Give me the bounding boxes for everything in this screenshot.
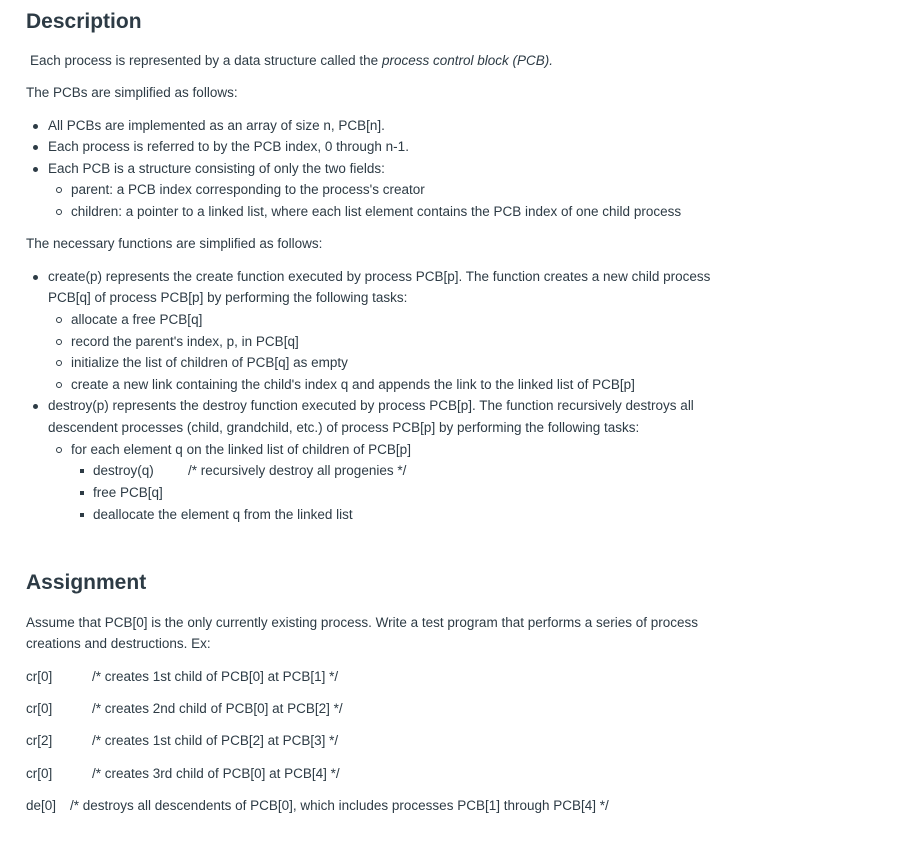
destroy-task: for each element q on the linked list of children of PCB[p] [71, 442, 411, 457]
create-task: record the parent's index, p, in PCB[q] [71, 334, 299, 349]
assignment-paragraph-line2: creations and destructions. Ex: [26, 636, 211, 651]
intro-italic: process control block (PCB). [381, 53, 554, 68]
bullet-icon [33, 124, 38, 129]
example-command-destroy: de[0] [26, 798, 57, 813]
example-command: cr[0] [26, 701, 53, 716]
pcb-item: All PCBs are implemented as an array of size n, PCB[n]. [48, 118, 385, 133]
create-description-line2: PCB[q] of process PCB[p] by performing the following tasks: [48, 290, 408, 305]
example-comment: /* creates 1st child of PCB[0] at PCB[1] */ [92, 669, 339, 684]
pcbs-intro: The PCBs are simplified as follows: [26, 85, 238, 100]
bullet-icon [33, 167, 38, 172]
intro-paragraph [30, 52, 553, 70]
destroy-subtask-comment: /* recursively destroy all progenies */ [188, 463, 407, 478]
destroy-description-line2: descendent processes (child, grandchild, etc.) of process PCB[p] by performing the following tasks: [48, 420, 640, 435]
create-task: allocate a free PCB[q] [71, 312, 203, 327]
circle-bullet-icon [56, 382, 62, 388]
pcb-field: parent: a PCB index corresponding to the process's creator [71, 182, 425, 197]
intro-text: Each process is represented by a data structure called the [30, 53, 382, 68]
example-command: cr[0] [26, 766, 53, 781]
example-comment: /* creates 2nd child of PCB[0] at PCB[2] */ [92, 701, 343, 716]
square-bullet-icon [80, 469, 84, 473]
square-bullet-icon [80, 491, 84, 495]
assignment-heading: Assignment [26, 571, 147, 594]
circle-bullet-icon [56, 209, 62, 215]
create-description-line1: create(p) represents the create function executed by process PCB[p]. The function creates a new child process [48, 269, 711, 284]
bullet-icon [33, 404, 38, 409]
circle-bullet-icon [56, 317, 62, 323]
circle-bullet-icon [56, 187, 62, 193]
description-heading: Description [26, 10, 142, 33]
example-comment: /* creates 1st child of PCB[2] at PCB[3] */ [92, 733, 339, 748]
example-comment-destroy: /* destroys all descendents of PCB[0], which includes processes PCB[1] through PCB[4] */ [70, 798, 609, 813]
example-comment: /* creates 3rd child of PCB[0] at PCB[4] */ [92, 766, 340, 781]
pcb-field: children: a pointer to a linked list, where each list element contains the PCB index of one child process [71, 204, 682, 219]
example-command: cr[2] [26, 733, 53, 748]
create-task: initialize the list of children of PCB[q] as empty [71, 355, 348, 370]
bullet-icon [33, 275, 38, 280]
destroy-description-line1: destroy(p) represents the destroy function executed by process PCB[p]. The function recursively destroys all [48, 398, 694, 413]
example-command: cr[0] [26, 669, 53, 684]
create-task: create a new link containing the child's index q and appends the link to the linked list of PCB[p] [71, 377, 635, 392]
functions-intro: The necessary functions are simplified as follows: [26, 236, 323, 251]
assignment-paragraph-line1: Assume that PCB[0] is the only currently existing process. Write a test program that performs a series of process [26, 615, 699, 630]
bullet-icon [33, 145, 38, 150]
destroy-subtask: deallocate the element q from the linked list [93, 507, 353, 522]
pcb-item: Each PCB is a structure consisting of only the two fields: [48, 161, 385, 176]
destroy-subtask: free PCB[q] [93, 485, 163, 500]
circle-bullet-icon [56, 447, 62, 453]
circle-bullet-icon [56, 339, 62, 345]
circle-bullet-icon [56, 360, 62, 366]
destroy-subtask: destroy(q) [93, 463, 154, 478]
pcb-item: Each process is referred to by the PCB index, 0 through n-1. [48, 139, 409, 154]
square-bullet-icon [80, 513, 84, 517]
